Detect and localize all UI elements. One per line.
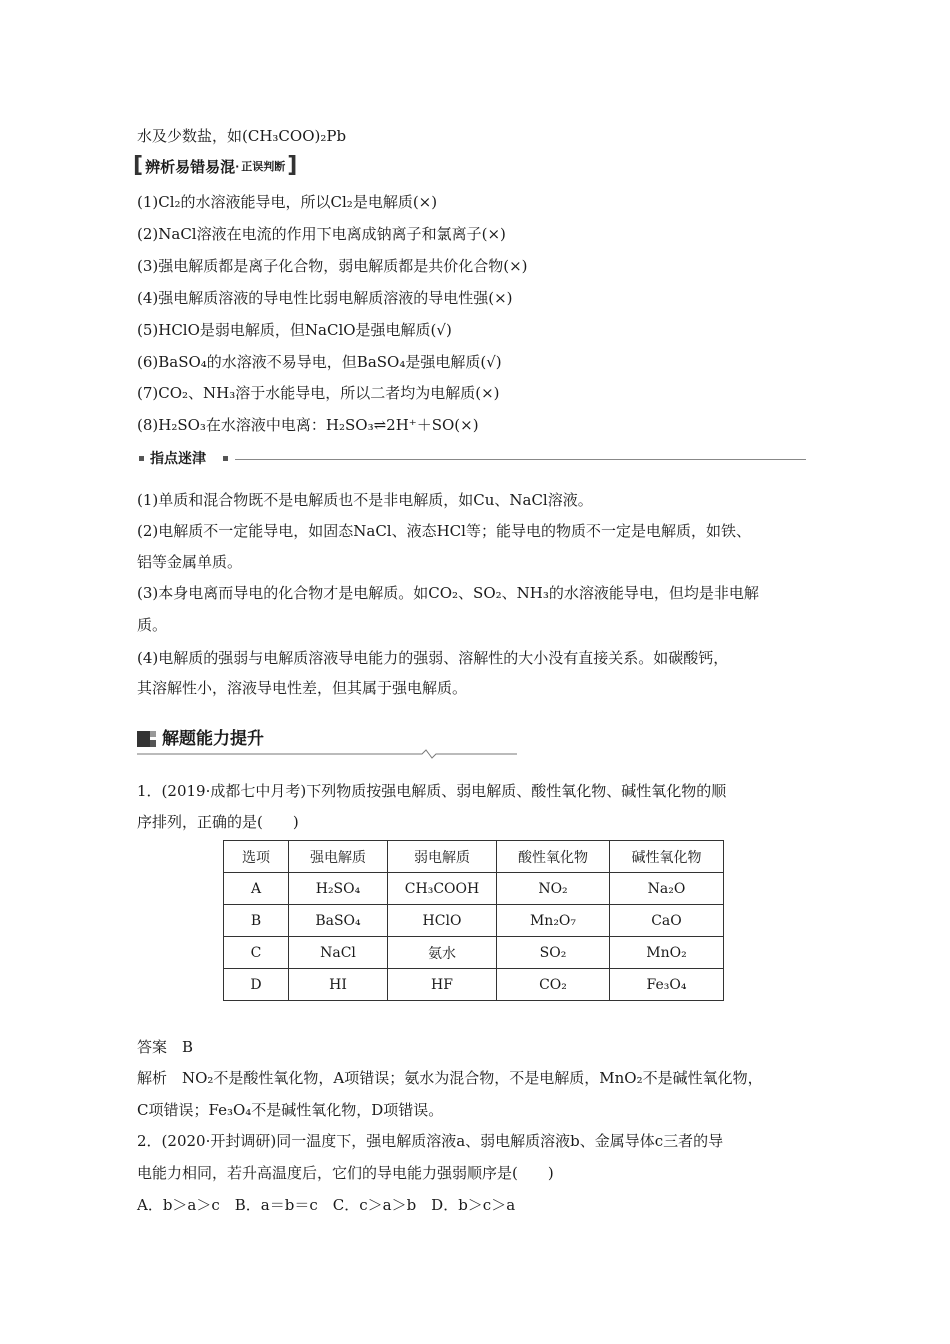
table-cell: NO₂ bbox=[497, 873, 610, 905]
tag-title: 辨析易错易混 bbox=[145, 157, 236, 176]
table-cell: D bbox=[224, 969, 289, 1001]
intro-line: 水及少数盐，如(CH₃COO)₂Pb bbox=[137, 127, 347, 145]
table-cell: HF bbox=[388, 969, 497, 1001]
table-header: 弱电解质 bbox=[388, 841, 497, 873]
table-row bbox=[224, 969, 724, 1001]
analysis-line: 解析 NO₂不是酸性氧化物，A项错误；氨水为混合物，不是电解质，MnO₂不是碱性氧化物， bbox=[137, 1069, 763, 1087]
tag-subtitle: 正误判断 bbox=[241, 160, 286, 173]
table-cell: NaCl bbox=[289, 937, 388, 969]
table-cell: Na₂O bbox=[610, 873, 724, 905]
table-cell: CaO bbox=[610, 905, 724, 937]
tip-line: 铝等金属单质。 bbox=[137, 553, 243, 571]
answer-line: 答案 B bbox=[137, 1038, 194, 1056]
table-row bbox=[224, 905, 724, 937]
table-cell: B bbox=[224, 905, 289, 937]
tip-line: 质。 bbox=[137, 616, 168, 634]
section-block-icon bbox=[150, 740, 156, 747]
table-cell: C bbox=[224, 937, 289, 969]
table-header: 碱性氧化物 bbox=[610, 841, 724, 873]
right-bracket: ] bbox=[287, 153, 298, 178]
table-header-row bbox=[224, 841, 724, 873]
judgment-item: (1)Cl₂的水溶液能导电，所以Cl₂是电解质(×) bbox=[137, 193, 438, 211]
judgment-item: (6)BaSO₄的水溶液不易导电，但BaSO₄是强电解质(√) bbox=[137, 353, 502, 371]
section-block-icon bbox=[150, 731, 156, 737]
table-header: 强电解质 bbox=[289, 841, 388, 873]
table-cell: Mn₂O₇ bbox=[497, 905, 610, 937]
section-block-icon bbox=[137, 731, 150, 747]
section-tag-error-analysis bbox=[133, 154, 297, 178]
section-title: 解题能力提升 bbox=[162, 729, 264, 749]
table-cell: A bbox=[224, 873, 289, 905]
tip-header bbox=[137, 449, 806, 469]
table-row bbox=[224, 873, 724, 905]
tip-line: (2)电解质不一定能导电，如固态NaCl、液态HCl等；能导电的物质不一定是电解质，如铁、 bbox=[137, 522, 751, 540]
table-cell: HI bbox=[289, 969, 388, 1001]
q1-line: 1．(2019·成都七中月考)下列物质按强电解质、弱电解质、酸性氧化物、碱性氧化物的顺 bbox=[137, 782, 727, 800]
table-cell: Fe₃O₄ bbox=[610, 969, 724, 1001]
tag-separator: · bbox=[235, 159, 240, 173]
judgment-item: (2)NaCl溶液在电流的作用下电离成钠离子和氯离子(×) bbox=[137, 225, 506, 243]
square-bullet-icon bbox=[223, 456, 228, 461]
tip-line: (1)单质和混合物既不是电解质也不是非电解质，如Cu、NaCl溶液。 bbox=[137, 491, 593, 509]
table-cell: BaSO₄ bbox=[289, 905, 388, 937]
table-cell: SO₂ bbox=[497, 937, 610, 969]
table-cell: CH₃COOH bbox=[388, 873, 497, 905]
table-cell: H₂SO₄ bbox=[289, 873, 388, 905]
section-header bbox=[137, 728, 517, 756]
tip-line: (3)本身电离而导电的化合物才是电解质。如CO₂、SO₂、NH₃的水溶液能导电，但均是非电解 bbox=[137, 584, 759, 602]
tip-title: 指点迷津 bbox=[150, 451, 206, 467]
analysis-line: C项错误；Fe₃O₄不是碱性氧化物，D项错误。 bbox=[137, 1101, 444, 1119]
table-cell: MnO₂ bbox=[610, 937, 724, 969]
judgment-item: (8)H₂SO₃在水溶液中电离：H₂SO₃⇌2H⁺＋SO(×) bbox=[137, 416, 479, 434]
tip-line: 其溶解性小，溶液导电性差，但其属于强电解质。 bbox=[137, 679, 468, 697]
judgment-item: (3)强电解质都是离子化合物，弱电解质都是共价化合物(×) bbox=[137, 257, 528, 275]
q2-options: A．b＞a＞c B．a＝b＝c C．c＞a＞b D．b＞c＞a bbox=[137, 1196, 516, 1214]
table-cell: CO₂ bbox=[497, 969, 610, 1001]
table-header: 酸性氧化物 bbox=[497, 841, 610, 873]
left-bracket: [ bbox=[133, 153, 144, 178]
divider bbox=[235, 459, 806, 460]
q1-line: 序排列，正确的是( ) bbox=[137, 813, 299, 831]
judgment-item: (4)强电解质溶液的导电性比弱电解质溶液的导电性强(×) bbox=[137, 289, 513, 307]
q2-line: 2．(2020·开封调研)同一温度下，强电解质溶液a、弱电解质溶液b、金属导体c三者的导 bbox=[137, 1132, 724, 1150]
table-cell: HClO bbox=[388, 905, 497, 937]
tip-line: (4)电解质的强弱与电解质溶液导电能力的强弱、溶解性的大小没有直接关系。如碳酸钙， bbox=[137, 649, 729, 667]
judgment-item: (7)CO₂、NH₃溶于水能导电，所以二者均为电解质(×) bbox=[137, 384, 500, 402]
options-table bbox=[223, 840, 724, 1001]
table-cell: 氨水 bbox=[388, 937, 497, 969]
section-underline bbox=[137, 748, 517, 760]
judgment-item: (5)HClO是弱电解质，但NaClO是强电解质(√) bbox=[137, 321, 452, 339]
square-bullet-icon bbox=[139, 456, 144, 461]
table-row bbox=[224, 937, 724, 969]
q2-line: 电能力相同，若升高温度后，它们的导电能力强弱顺序是( ) bbox=[137, 1164, 554, 1182]
table-header: 选项 bbox=[224, 841, 289, 873]
